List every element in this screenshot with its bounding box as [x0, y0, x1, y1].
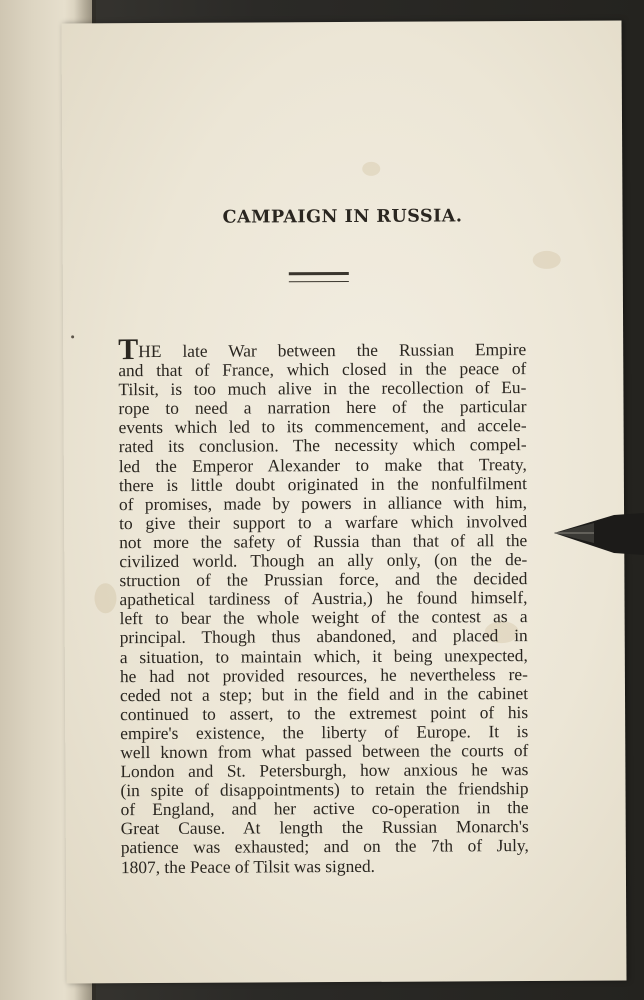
foxing-stain	[94, 583, 116, 613]
text-line: led the Emperor Alexander to make that Treaty,	[118, 453, 527, 476]
text-line: left to bear the whole weight of the contest as a	[119, 606, 528, 629]
text-line: events which led to its commencement, and accele-	[118, 415, 527, 438]
body-text	[118, 333, 529, 877]
foxing-stain	[533, 251, 561, 269]
text-line: well known from what passed between the courts of	[120, 740, 529, 763]
book-page	[61, 21, 626, 984]
text-line: struction of the Prussian force, and the decided	[119, 568, 528, 591]
text-line: of promises, made by powers in alliance with him,	[118, 491, 528, 514]
text-line: patience was exhausted; and on the 7th of July,	[120, 835, 529, 858]
text-line: not more the safety of Russia than that of all the	[119, 529, 528, 553]
foxing-stain	[362, 162, 380, 176]
drop-cap: T	[118, 333, 139, 367]
text-line: he had not provided resources, he nevertheless re-	[119, 663, 528, 686]
text-line: continued to assert, to the extremest point of his	[120, 701, 529, 724]
text-line: and that of France, which closed in the peace of	[118, 358, 527, 381]
pen-nib-icon	[554, 511, 644, 559]
text-line: Tilsit, is too much alive in the recollection of Eu-	[118, 377, 527, 400]
text-line: civilized world. Though an ally only, (on the de-	[119, 549, 528, 572]
text-line: rope to need a narration here of the particular	[118, 396, 527, 419]
first-line-text: HE late War between the Russian Empire	[138, 339, 527, 362]
text-line: there is little doubt originated in the nonfulfilment	[118, 472, 527, 495]
text-line: (in spite of disappointments) to retain the friendship	[120, 778, 529, 801]
text-line: a situation, to maintain which, it being unexpected,	[119, 644, 528, 667]
chapter-title: CAMPAIGN IN RUSSIA.	[222, 206, 463, 228]
text-line: London and St. Petersburgh, how anxious he was	[120, 759, 529, 782]
text-line: Great Cause. At length the Russian Monarch's	[120, 816, 529, 839]
text-line: ceded not a step; but in the field and in the cabinet	[119, 682, 529, 705]
text-line: principal. Though thus abandoned, and placed in	[119, 625, 528, 648]
text-line: empire's existence, the liberty of Europe. It is	[120, 720, 529, 744]
ink-speck	[71, 335, 74, 338]
text-line: of England, and her active co-operation in the	[120, 797, 529, 820]
text-line: to give their support to a warfare which involved	[119, 510, 528, 534]
text-line: apathetical tardiness of Austria,) he found himself,	[119, 587, 528, 610]
title-rule	[289, 272, 349, 282]
text-line: 1807, the Peace of Tilsit was signed.	[120, 855, 376, 877]
text-line: rated its conclusion. The necessity which compel-	[118, 434, 527, 457]
